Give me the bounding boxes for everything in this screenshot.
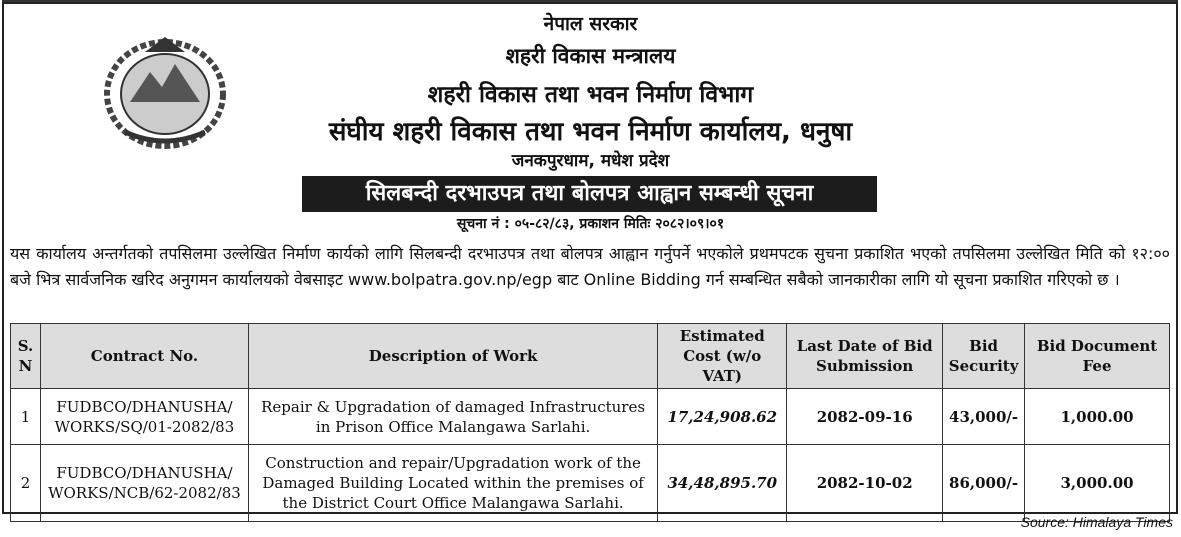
header-last-date: Last Date of Bid Submission xyxy=(787,324,943,389)
notice-number: सूचना नं : ०५-८२/८३, प्रकाशन मितिः २०८२।०९।०१ xyxy=(456,216,725,232)
header-bid-security: Bid Security xyxy=(943,324,1025,389)
header-line-address: जनकपुरधाम, मधेश प्रदेश xyxy=(511,151,670,171)
cell-description: Construction and repair/Upgradation work of the Damaged Building Located within the premises of the District Court Office Malangawa Sarlahi. xyxy=(248,445,657,522)
header-line-government: नेपाल सरकार xyxy=(543,13,638,35)
notice-paragraph: यस कार्यालय अन्तर्गतको तपसिलमा उल्लेखित निर्माण कार्यको लागि सिलबन्दी दरभाउपत्र तथा बोलपत्र आह्वान गर्नुपर्ने भएकोले प्रथमपटक सुचना प्रकाशित भएको तपसिलमा उल्लेखित मिति को १२:०० बजे भित्र सार्वजनिक खरिद अनुगमन कार्यालयको वेबसाइट www.bolpatra.gov.np/egp बाट Online Bidding गर्न सम्बन्धित सबैको जानकारीका लागि यो सूचना प्रकाशित गरिएको छ । xyxy=(10,244,1170,289)
header-estimated-cost: Estimated Cost (w/o VAT) xyxy=(658,324,787,389)
source-credit: Source: Himalaya Times xyxy=(1020,514,1173,530)
header-line-ministry: शहरी विकास मन्त्रालय xyxy=(505,44,676,68)
cell-bid-security: 86,000/- xyxy=(943,445,1025,522)
cell-last-date: 2082-10-02 xyxy=(787,445,943,522)
cell-document-fee: 3,000.00 xyxy=(1025,445,1170,522)
header-contract-no: Contract No. xyxy=(40,324,248,389)
cell-contract-no: FUDBCO/DHANUSHA/ WORKS/NCB/62-2082/83 xyxy=(40,445,248,522)
cell-description: Repair & Upgradation of damaged Infrastructures in Prison Office Malangawa Sarlahi. xyxy=(248,389,657,445)
cell-estimated-cost: 17,24,908.62 xyxy=(658,389,787,445)
cell-document-fee: 1,000.00 xyxy=(1025,389,1170,445)
cell-sn: 2 xyxy=(11,445,41,522)
header-description: Description of Work xyxy=(248,324,657,389)
header-sn: S. N xyxy=(11,324,41,389)
table-header-row xyxy=(11,324,1170,389)
notice-title-banner: सिलबन्दी दरभाउपत्र तथा बोलपत्र आह्वान सम्बन्धी सूचना xyxy=(302,176,877,212)
header-document-fee: Bid Document Fee xyxy=(1025,324,1170,389)
bid-table xyxy=(10,323,1170,522)
cell-bid-security: 43,000/- xyxy=(943,389,1025,445)
cell-contract-no: FUDBCO/DHANUSHA/ WORKS/SQ/01-2082/83 xyxy=(40,389,248,445)
cell-sn: 1 xyxy=(11,389,41,445)
table-row xyxy=(11,389,1170,445)
cell-last-date: 2082-09-16 xyxy=(787,389,943,445)
header-line-office: संघीय शहरी विकास तथा भवन निर्माण कार्यालय, धनुषा xyxy=(328,117,853,147)
header-line-department: शहरी विकास तथा भवन निर्माण विभाग xyxy=(427,82,754,108)
table-row xyxy=(11,445,1170,522)
cell-estimated-cost: 34,48,895.70 xyxy=(658,445,787,522)
